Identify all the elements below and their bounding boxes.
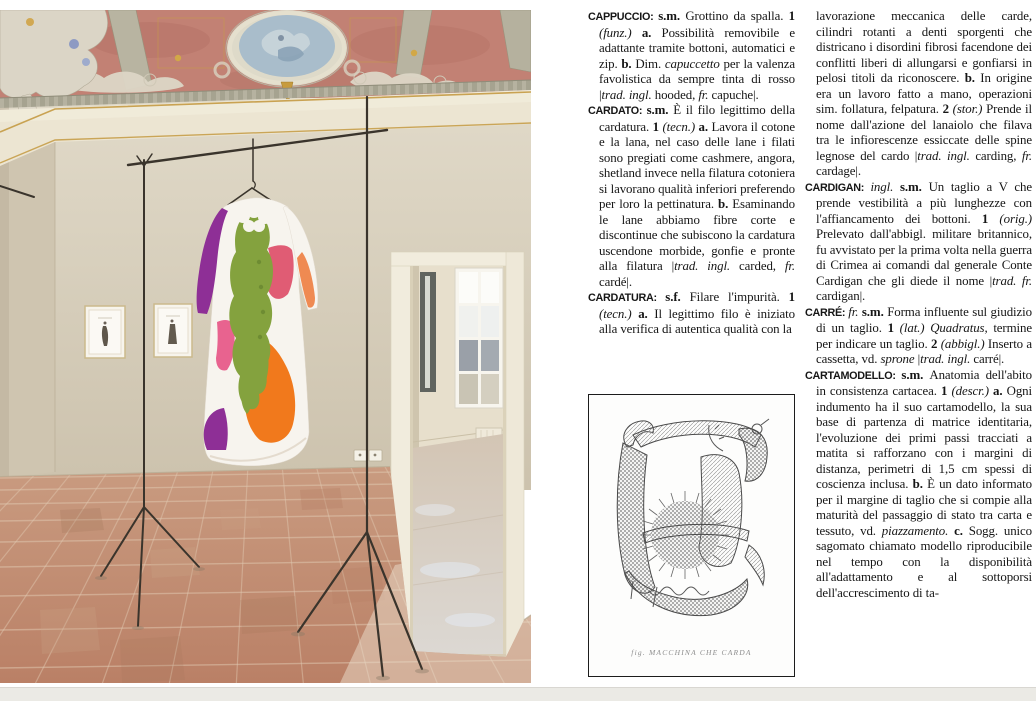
installation-photo-illustration: [0, 10, 531, 683]
figure-box: [588, 394, 795, 677]
dictionary-entry: lavorazione meccanica delle carde, cilindri rotanti a denti sporgenti che districano i disordini fibrosi facendone dei conflitti liberi di allungarsi e gonfiarsi in pelosi titoli da riconoscere. b. In origine era un lavoro fatto a mano, operazioni sim. follatura, felpatura. 2 (stor.) Prende il nome dall'azione del lanaiolo che filava tra le infiorescenze essiccate delle spine legnose del cardo |trad. ingl. carding, fr. cardage|.: [816, 9, 1032, 178]
dictionary-entry: CARDIGAN: ingl. s.m. Un taglio a V che prende vestibilità a più lunghezze con l'affiancamento dei bottoni. 1 (orig.) Prelevato dall'abbigl. militare britannico, fu avvistato per la prima volta nella guerra di Crimea ai comandi dal generale Conte Cardigan che gli diede il nome |trad. fr. cardigan|.: [805, 179, 1032, 303]
doorway: [391, 252, 524, 660]
dictionary-entry: CAPPUCCIO: s.m. Grottino da spalla. 1 (funz.) a. Possibilità removibile e adattante tramite bottoni, automatici e zip. b. Dim. capuccetto per la valenza favolistica da sempre tinta di rosso |trad. ingl. hooded, fr. capuche|.: [588, 9, 795, 102]
interior-window-dark: [420, 272, 436, 392]
column-1-entries: [588, 9, 795, 390]
framed-drawing: [85, 306, 125, 358]
installation-photo: [0, 10, 531, 683]
dictionary-entry: CARDATO: s.m. È il filo legittimo della cardatura. 1 (tecn.) a. Lavora il cotone e la lana, nel caso delle lane i filati sono pregiati come cashmere, angora, shetland invece nella filatura cotoniera si lavorano qualità inferiori preferendo per loro la pettinatura. b. Esaminando le lane abbiamo fibre corte e discontinue che subiscono la cardatura uscendone morbide, gonfie e pronte alla filatura |trad. ingl. carded, fr. cardé|.: [588, 103, 795, 289]
artwork-dress: [197, 198, 318, 466]
framed-drawing: [154, 304, 192, 357]
interior-floor: [413, 434, 503, 656]
dictionary-entry: CARDATURA: s.f. Filare l'impurità. 1 (tecn.) a. Il legittimo filo è iniziato alla verifica di autentica qualità con la: [588, 290, 795, 336]
text-column-1: [588, 9, 795, 682]
dictionary-entry: CARRÉ: fr. s.m. Forma influente sul giudizio di un taglio. 1 (lat.) Quadratus, termine per indicare un taglio. 2 (abbigl.) Inserto a cassetta, vd. sprone |trad. ingl. carré|.: [805, 304, 1032, 366]
dictionary-entry: CARTAMODELLO: s.m. Anatomia dell'abito in consistenza cartacea. 1 (descr.) a. Ogni indumento ha il suo cartamodello, la sua base di partenza di matrice identitaria, l'evoluzione dei primi passi tracciati a matita si rafforzano con i margini di distanza, perimetri di 1,5 cm spessi di coscienza inclusa. b. È un dato informato per il margine di taglio che si compie alla maturità del passaggio di stato tra carta e tessuto, vd. piazzamento. c. Sogg. unico sagomato chiamato modello riproducibile nel tempo con la disponibilità all'adattamento e al sottoporsi dell'accrescimento di ta-: [805, 367, 1032, 600]
figure-caption: fig. MACCHINA CHE CARDA: [631, 648, 752, 657]
page-edge-strip: [0, 687, 1036, 701]
interior-window-bright: [455, 268, 503, 408]
carding-machine-sketch: [589, 395, 794, 676]
column-2-entries: [805, 9, 1032, 682]
dictionary-text-area: [588, 9, 1032, 682]
text-column-2: [805, 9, 1032, 682]
